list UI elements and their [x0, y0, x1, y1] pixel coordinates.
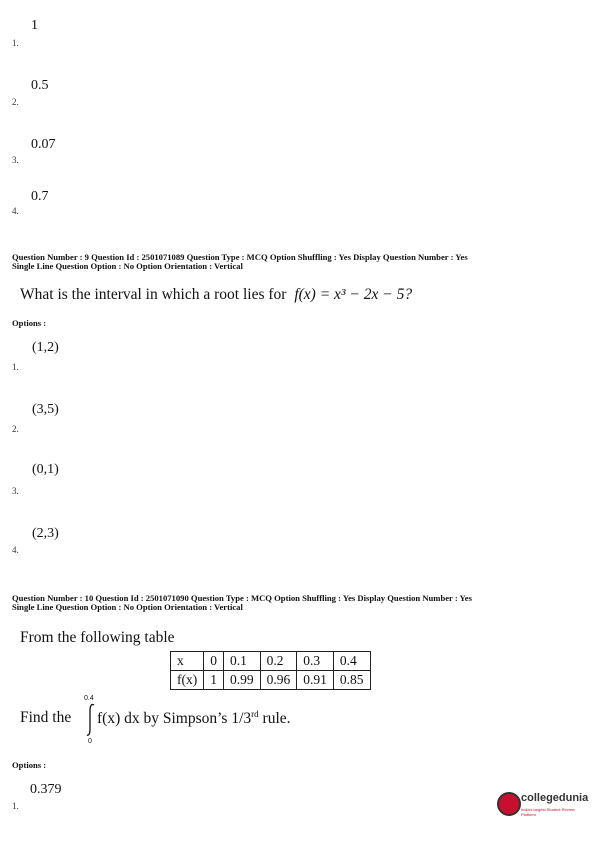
q10-meta-line-1: Question Number : 10 Question Id : 2501071090 Question Type : MCQ Option Shuffling : Yes Display Question Number : Yes: [12, 593, 472, 603]
q10-find-suffix: rule.: [258, 710, 291, 728]
table-cell: 0.4: [333, 652, 370, 671]
q9-option-3-number: 3.: [12, 486, 19, 496]
table-cell: 0.85: [333, 671, 370, 690]
q10-options-label: Options :: [12, 760, 47, 770]
table-cell: 0.91: [297, 671, 334, 690]
q9-meta-line-2: Single Line Question Option : No Option Orientation : Vertical: [12, 261, 243, 271]
q10-find-prefix: Find the: [20, 709, 72, 726]
q8-option-1-value: 1: [31, 18, 38, 33]
logo-name: collegedunia: [521, 792, 589, 804]
q9-question-text: [20, 286, 412, 304]
table-header-x: x: [171, 652, 204, 671]
q9-question-prefix: What is the interval in which a root lies for: [20, 286, 287, 303]
q8-option-4-value: 0.7: [31, 189, 49, 204]
q9-options-label: Options :: [12, 318, 47, 328]
table-row-x: [171, 652, 371, 671]
table-cell: 0.3: [297, 652, 334, 671]
q10-integrand-text: f(x) dx by Simpson’s 1/3: [97, 710, 252, 728]
q9-meta-line-1: Question Number : 9 Question Id : 2501071089 Question Type : MCQ Option Shuffling : Yes Display Question Number : Yes: [12, 252, 468, 262]
table-cell: 0.1: [224, 652, 261, 671]
table-cell: 0.96: [260, 671, 297, 690]
q10-intro-text: From the following table: [20, 629, 175, 646]
collegedunia-logo: [497, 790, 589, 820]
integral-upper-limit: 0.4: [84, 695, 94, 702]
q10-data-table: [170, 651, 371, 690]
logo-tagline: India's largest Student Review Platform: [521, 807, 575, 817]
q10-superscript: rd: [251, 709, 259, 719]
q9-option-2-number: 2.: [12, 424, 19, 434]
q9-option-1-value: (1,2): [32, 340, 59, 355]
q8-option-2-value: 0.5: [31, 78, 49, 93]
q10-option-1-value: 0.379: [30, 782, 62, 797]
table-cell: 1: [204, 671, 224, 690]
q9-option-4-value: (2,3): [32, 526, 59, 541]
q10-integrand: [97, 709, 291, 728]
q8-option-2-number: 2.: [12, 97, 19, 107]
table-header-fx: f(x): [171, 671, 204, 690]
table-cell: 0.2: [260, 652, 297, 671]
q10-option-1-number: 1.: [12, 801, 19, 811]
q9-option-3-value: (0,1): [32, 462, 59, 477]
q8-option-1-number: 1.: [12, 38, 19, 48]
integral-sign-icon: [86, 703, 96, 737]
integral-lower-limit: 0: [88, 738, 92, 745]
q9-option-1-number: 1.: [12, 362, 19, 372]
q9-question-math: f(x) = x³ − 2x − 5?: [294, 286, 413, 303]
q9-option-2-value: (3,5): [32, 402, 59, 417]
table-row-fx: [171, 671, 371, 690]
q9-option-4-number: 4.: [12, 545, 19, 555]
logo-badge-icon: [497, 792, 521, 816]
q10-meta-line-2: Single Line Question Option : No Option Orientation : Vertical: [12, 602, 243, 612]
table-cell: 0: [204, 652, 224, 671]
q8-option-3-number: 3.: [12, 155, 19, 165]
q8-option-3-value: 0.07: [31, 137, 56, 152]
table-cell: 0.99: [224, 671, 261, 690]
q8-option-4-number: 4.: [12, 206, 19, 216]
